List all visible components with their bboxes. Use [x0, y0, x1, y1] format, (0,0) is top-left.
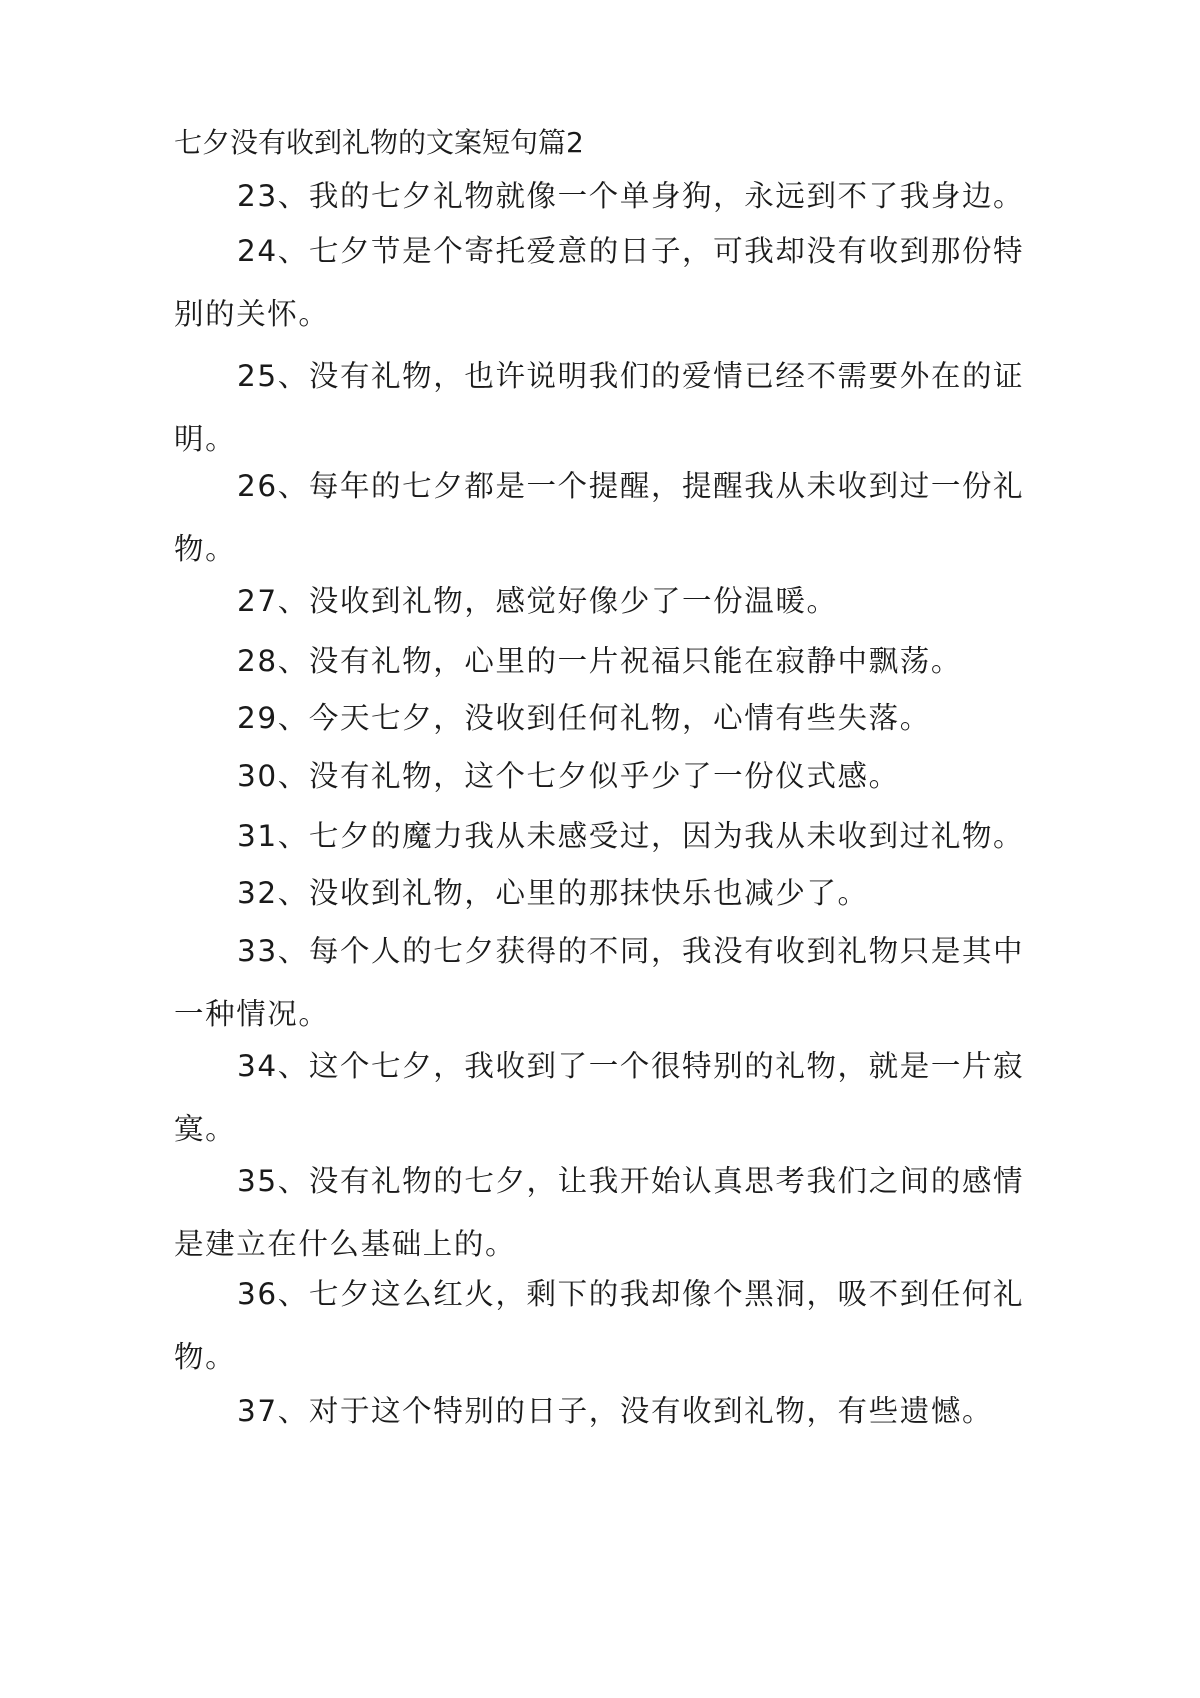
section-heading: 七夕没有收到礼物的文案短句篇2 [174, 126, 584, 159]
paragraph-33: 33、每个人的七夕获得的不同，我没有收到礼物只是其中一种情况。 [174, 934, 1025, 1031]
paragraph-27: 27、没收到礼物，感觉好像少了一份温暖。 [237, 584, 838, 618]
paragraph-28: 28、没有礼物，心里的一片祝福只能在寂静中飘荡。 [237, 644, 962, 678]
paragraph-30: 30、没有礼物，这个七夕似乎少了一份仪式感。 [237, 759, 900, 793]
paragraph-25: 25、没有礼物，也许说明我们的爱情已经不需要外在的证明。 [174, 359, 1025, 456]
paragraph-37: 37、对于这个特别的日子，没有收到礼物，有些遗憾。 [237, 1394, 994, 1428]
paragraph-29: 29、今天七夕，没收到任何礼物，心情有些失落。 [237, 701, 931, 735]
paragraph-34: 34、这个七夕，我收到了一个很特别的礼物，就是一片寂寞。 [174, 1049, 1025, 1146]
paragraph-24: 24、七夕节是个寄托爱意的日子，可我却没有收到那份特别的关怀。 [174, 234, 1025, 331]
paragraph-35: 35、没有礼物的七夕，让我开始认真思考我们之间的感情是建立在什么基础上的。 [174, 1164, 1025, 1261]
paragraph-32: 32、没收到礼物，心里的那抹快乐也减少了。 [237, 876, 869, 910]
paragraph-31: 31、七夕的魔力我从未感受过，因为我从未收到过礼物。 [237, 819, 1025, 853]
paragraph-36: 36、七夕这么红火，剩下的我却像个黑洞，吸不到任何礼物。 [174, 1277, 1025, 1374]
paragraph-23: 23、我的七夕礼物就像一个单身狗，永远到不了我身边。 [237, 179, 1025, 213]
paragraph-26: 26、每年的七夕都是一个提醒，提醒我从未收到过一份礼物。 [174, 469, 1025, 566]
